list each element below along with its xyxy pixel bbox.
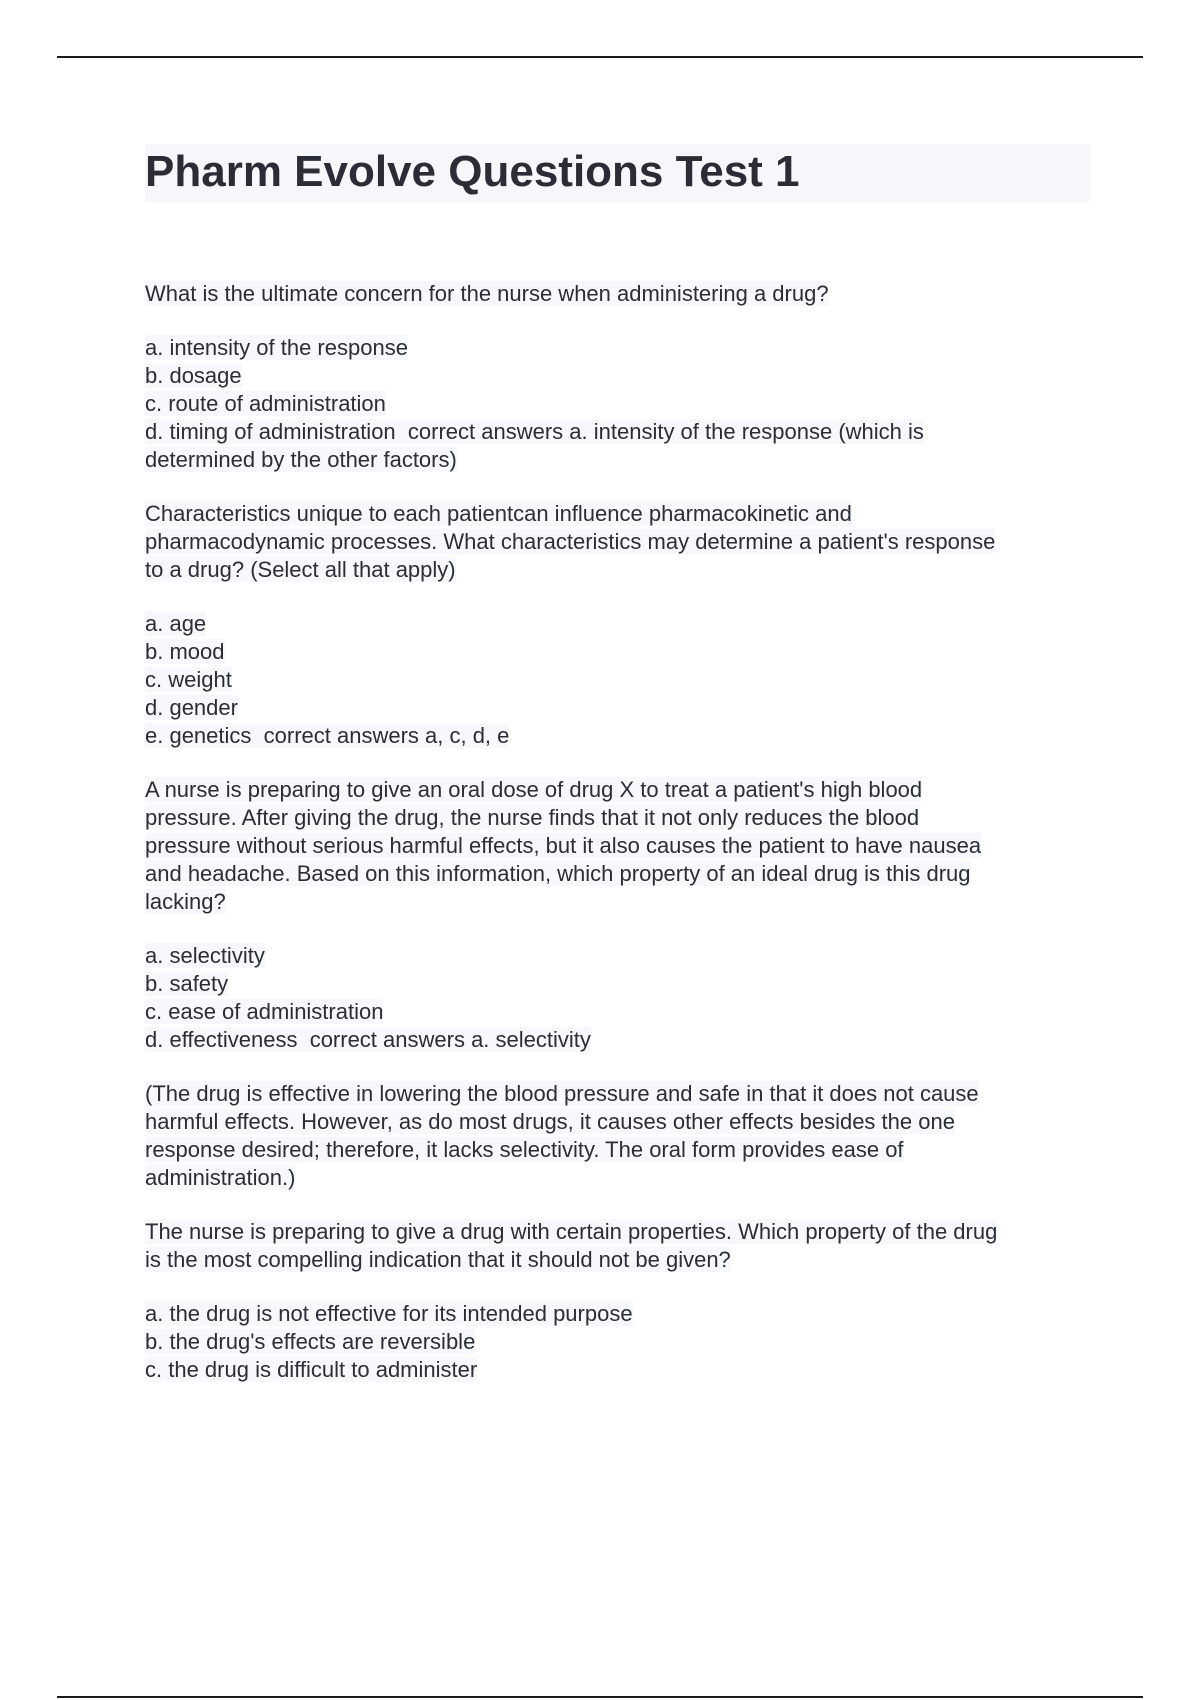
question-2-stem (145, 500, 1090, 584)
question-2-options (145, 610, 1090, 750)
option-line: b. mood (145, 639, 225, 664)
text-line: What is the ultimate concern for the nurse when administering a drug? (145, 281, 829, 306)
option-line: d. timing of administration correct answers a. intensity of the response (which is (145, 419, 924, 444)
text-line: harmful effects. However, as do most drugs, it causes other effects besides the one (145, 1109, 955, 1134)
option-line: d. effectiveness correct answers a. selectivity (145, 1027, 591, 1052)
text-line: lacking? (145, 889, 226, 914)
document-body (145, 280, 1090, 1384)
text-line: to a drug? (Select all that apply) (145, 557, 456, 582)
text-line: response desired; therefore, it lacks selectivity. The oral form provides ease of (145, 1137, 904, 1162)
text-line: pressure without serious harmful effects, but it also causes the patient to have nausea (145, 833, 982, 858)
text-line: (The drug is effective in lowering the blood pressure and safe in that it does not cause (145, 1081, 979, 1106)
option-line: b. the drug's effects are reversible (145, 1329, 476, 1354)
text-line: pharmacodynamic processes. What characteristics may determine a patient's response (145, 529, 996, 554)
document-page (145, 144, 1090, 1384)
option-line: c. route of administration (145, 391, 386, 416)
question-3-rationale (145, 1080, 1090, 1192)
question-4-options (145, 1300, 1090, 1384)
option-line: c. ease of administration (145, 999, 384, 1024)
question-3-stem (145, 776, 1090, 916)
question-4-stem (145, 1218, 1090, 1274)
option-line: d. gender (145, 695, 238, 720)
text-line: Characteristics unique to each patientcan influence pharmacokinetic and (145, 501, 852, 526)
question-3-options (145, 942, 1090, 1054)
text-line: The nurse is preparing to give a drug with certain properties. Which property of the drug (145, 1219, 998, 1244)
top-rule (57, 56, 1143, 58)
text-line: and headache. Based on this information, which property of an ideal drug is this drug (145, 861, 971, 886)
option-line: a. intensity of the response (145, 335, 408, 360)
option-line: a. age (145, 611, 207, 636)
option-line: b. safety (145, 971, 229, 996)
text-line: is the most compelling indication that it should not be given? (145, 1247, 731, 1272)
option-line: e. genetics correct answers a, c, d, e (145, 723, 510, 748)
bottom-rule (57, 1696, 1143, 1698)
option-line: c. weight (145, 667, 232, 692)
option-line: b. dosage (145, 363, 242, 388)
text-line: A nurse is preparing to give an oral dose of drug X to treat a patient's high blood (145, 777, 923, 802)
option-line: a. the drug is not effective for its intended purpose (145, 1301, 633, 1326)
option-line: a. selectivity (145, 943, 265, 968)
question-1-stem (145, 280, 1090, 308)
text-line: administration.) (145, 1165, 296, 1190)
document-title: Pharm Evolve Questions Test 1 (145, 144, 1090, 202)
option-line: c. the drug is difficult to administer (145, 1357, 478, 1382)
question-1-options (145, 334, 1090, 474)
answer-line: determined by the other factors) (145, 447, 457, 472)
text-line: pressure. After giving the drug, the nurse finds that it not only reduces the blood (145, 805, 920, 830)
